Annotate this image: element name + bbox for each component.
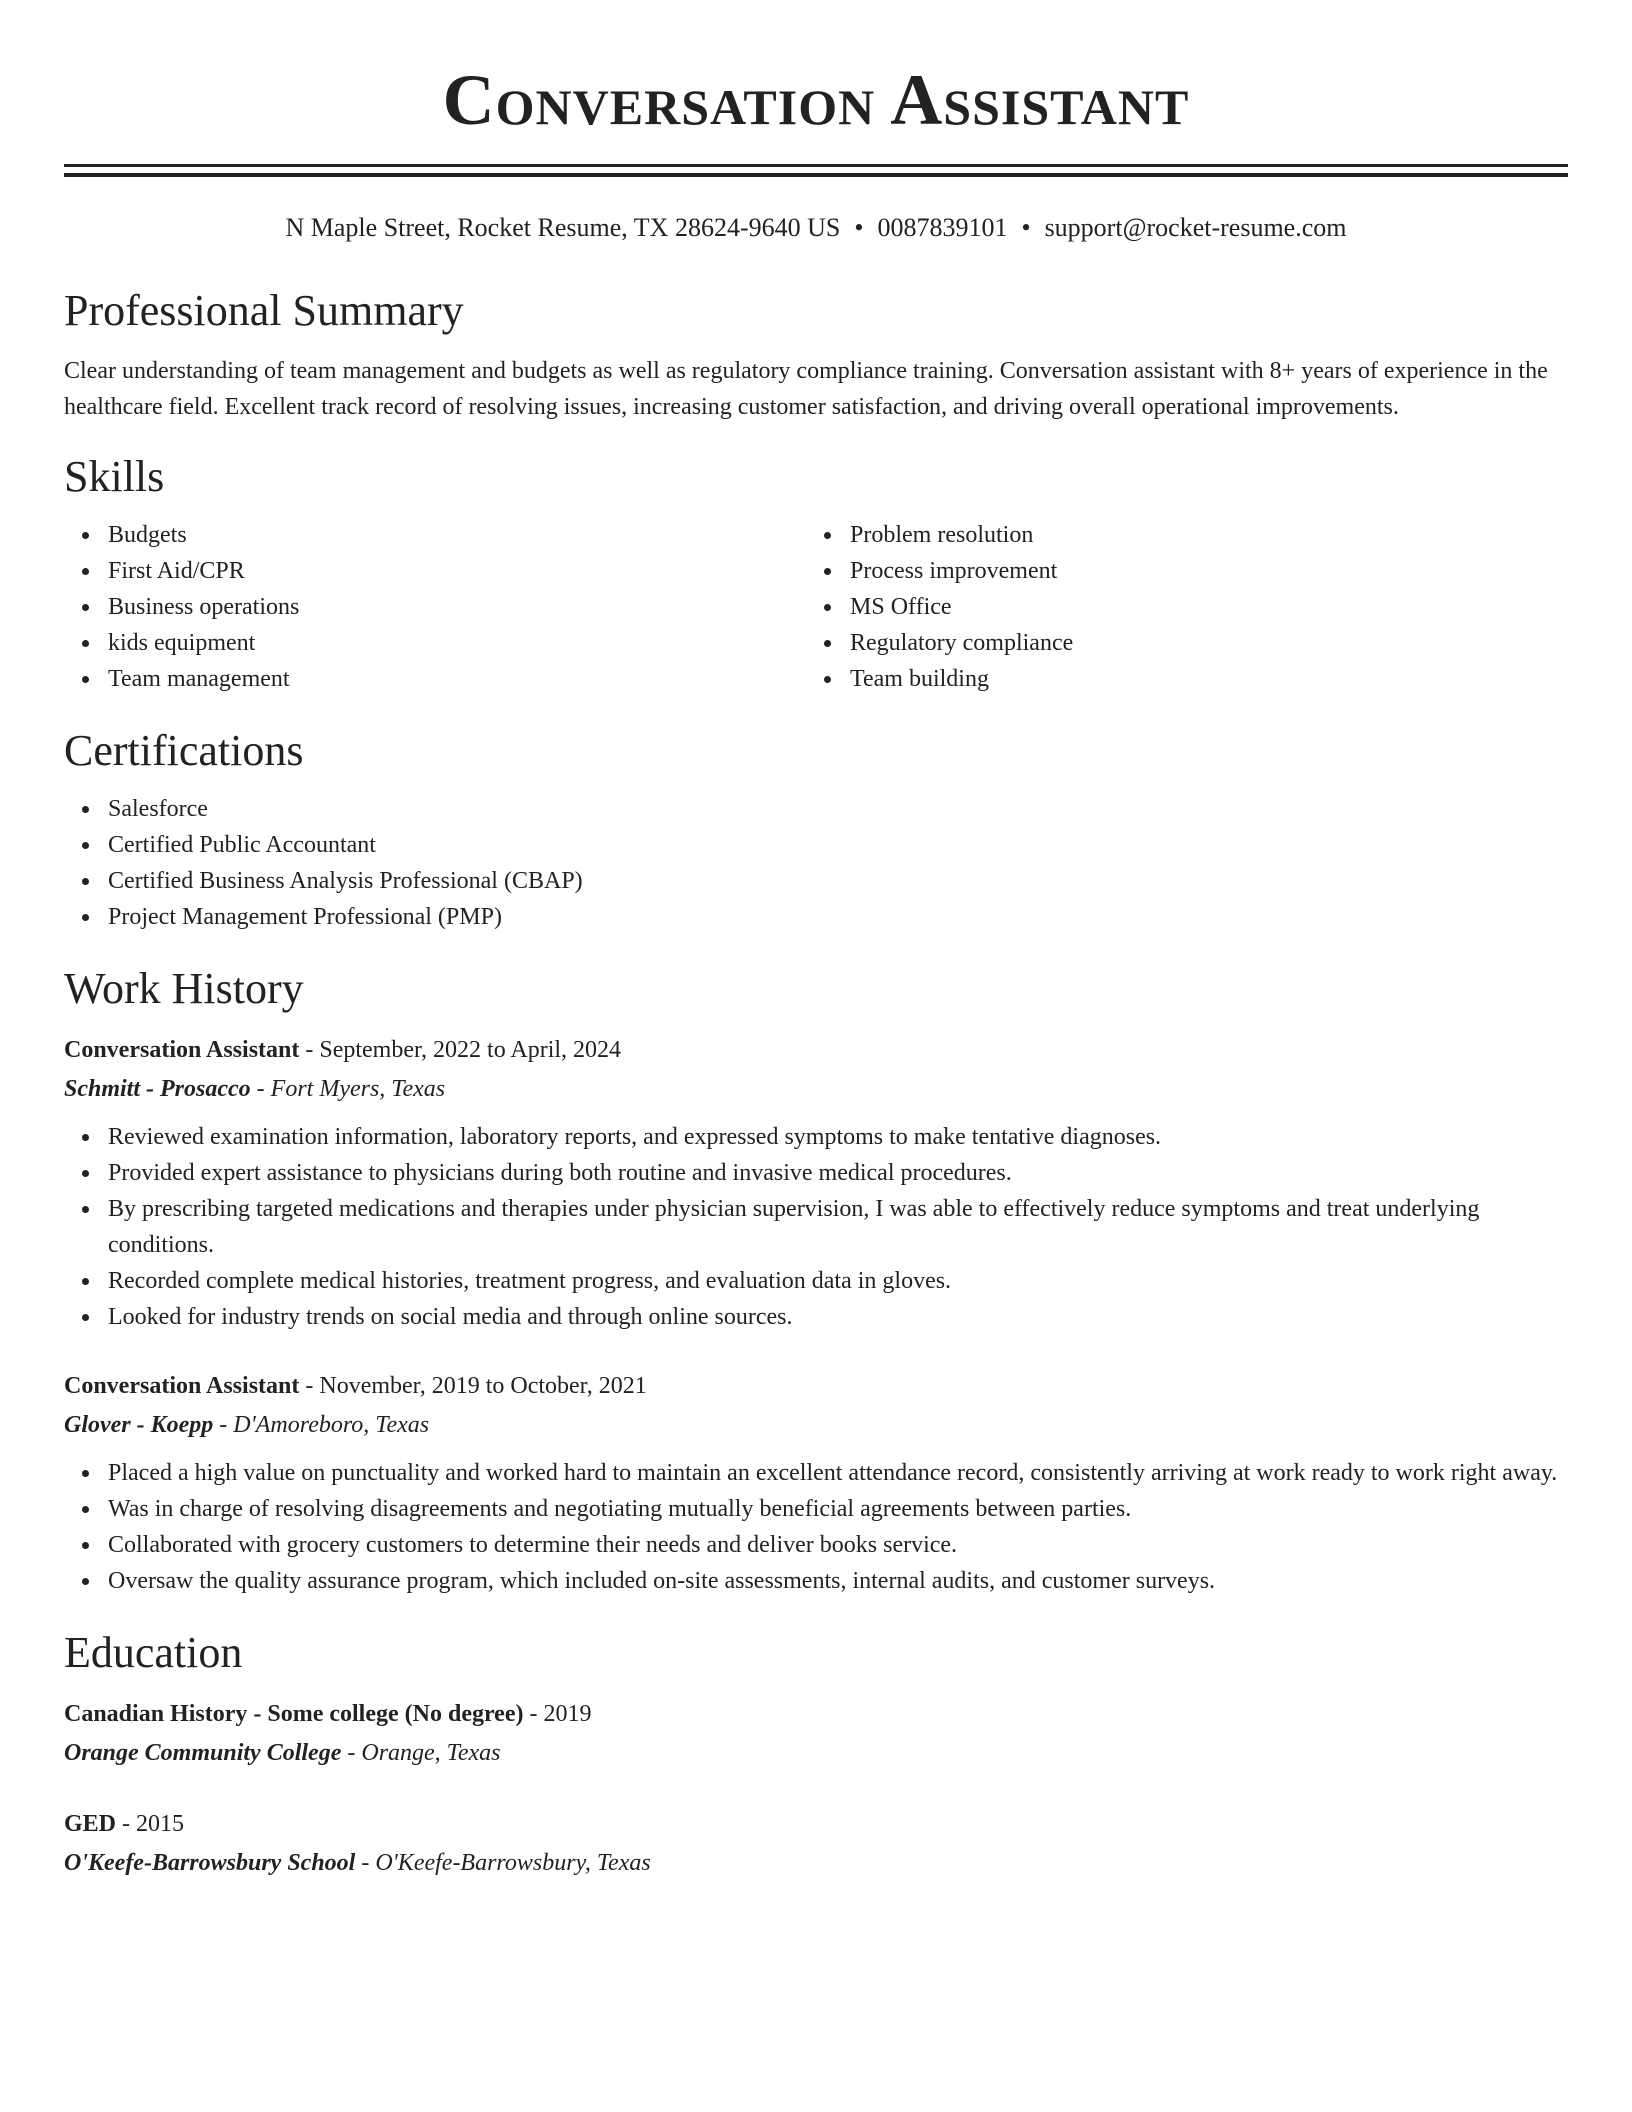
education-separator: -: [341, 1740, 362, 1766]
summary-heading: Professional Summary: [64, 286, 464, 335]
job-title-line: [64, 1031, 1568, 1069]
job-bullet: Oversaw the quality assurance program, which included on-site assessments, internal audits, and customer surveys.: [64, 1563, 1568, 1599]
education-separator: -: [355, 1850, 376, 1876]
job-bullet: By prescribing targeted medications and therapies under physician supervision, I was able to effectively reduce symptoms and treat underlying conditions.: [64, 1191, 1568, 1263]
skills-list-left: [64, 517, 806, 697]
job-bullet: Was in charge of resolving disagreements and negotiating mutually beneficial agreements between parties.: [64, 1491, 1568, 1527]
education-degree: GED: [64, 1811, 117, 1837]
job-bullet: Provided expert assistance to physicians during both routine and invasive medical procedures.: [64, 1155, 1568, 1191]
education-year: 2015: [136, 1811, 185, 1837]
skill-item: Business operations: [64, 589, 806, 625]
skills-heading: Skills: [64, 452, 165, 501]
skill-item: Team building: [806, 661, 1568, 697]
contact-separator: •: [854, 213, 864, 242]
contact-line: [64, 211, 1568, 245]
job-entry: [64, 1367, 1568, 1599]
job-separator: -: [213, 1412, 234, 1438]
job-title: Conversation Assistant: [64, 1037, 300, 1063]
certification-item: Project Management Professional (PMP): [64, 899, 1568, 935]
job-title: Conversation Assistant: [64, 1373, 300, 1399]
certification-item: Certified Public Accountant: [64, 827, 1568, 863]
skill-item: kids equipment: [64, 625, 806, 661]
education-heading: Education: [64, 1628, 243, 1677]
work-history-heading: Work History: [64, 964, 304, 1013]
education-degree-line: [64, 1695, 1568, 1733]
skill-item: First Aid/CPR: [64, 553, 806, 589]
education-school: Orange Community College: [64, 1740, 342, 1766]
skill-item: Budgets: [64, 517, 806, 553]
skills-section: [64, 451, 1568, 697]
job-bullets: [64, 1119, 1568, 1335]
certification-item: Certified Business Analysis Professional (CBAP): [64, 863, 1568, 899]
contact-address: N Maple Street, Rocket Resume, TX 28624-9640 US: [285, 213, 841, 242]
job-bullets: [64, 1455, 1568, 1599]
header-rule-top: [64, 164, 1568, 167]
job-company-line: [64, 1069, 1568, 1109]
summary-section: [64, 285, 1568, 425]
job-bullet: Placed a high value on punctuality and worked hard to maintain an excellent attendance record, consistently arriving at work ready to work right away.: [64, 1455, 1568, 1491]
job-bullet: Collaborated with grocery customers to determine their needs and deliver books service.: [64, 1527, 1568, 1563]
education-school-line: [64, 1733, 1568, 1773]
job-dates: November, 2019 to October, 2021: [319, 1373, 647, 1399]
job-company-line: [64, 1405, 1568, 1445]
job-bullet: Reviewed examination information, laboratory reports, and expressed symptoms to make tentative diagnoses.: [64, 1119, 1568, 1155]
contact-separator: •: [1021, 213, 1031, 242]
work-history-section: [64, 963, 1568, 1599]
skill-item: Regulatory compliance: [806, 625, 1568, 661]
job-separator: -: [299, 1037, 320, 1063]
job-location: D'Amoreboro, Texas: [233, 1412, 430, 1438]
education-section: [64, 1627, 1568, 1883]
education-year: 2019: [543, 1701, 592, 1727]
education-degree: Canadian History - Some college (No degree): [64, 1701, 524, 1727]
job-bullet: Recorded complete medical histories, treatment progress, and evaluation data in gloves.: [64, 1263, 1568, 1299]
contact-email: support@rocket-resume.com: [1044, 213, 1347, 242]
skills-list-right: [806, 517, 1568, 697]
certifications-list: [64, 791, 1568, 935]
certifications-section: [64, 725, 1568, 935]
education-separator: -: [523, 1701, 544, 1727]
education-school: O'Keefe-Barrowsbury School: [64, 1850, 356, 1876]
skills-grid: [64, 517, 1568, 697]
education-entry: [64, 1805, 1568, 1883]
job-dates: September, 2022 to April, 2024: [319, 1037, 622, 1063]
job-bullet: Looked for industry trends on social media and through online sources.: [64, 1299, 1568, 1335]
job-entry: [64, 1031, 1568, 1335]
job-location: Fort Myers, Texas: [270, 1076, 446, 1102]
job-separator: -: [250, 1076, 271, 1102]
education-degree-line: [64, 1805, 1568, 1843]
education-separator: -: [116, 1811, 137, 1837]
job-company: Glover - Koepp: [64, 1412, 214, 1438]
contact-phone: 0087839101: [877, 213, 1008, 242]
header-rule-bottom: [64, 173, 1568, 177]
skill-item: Process improvement: [806, 553, 1568, 589]
job-title-line: [64, 1367, 1568, 1405]
resume-name: Conversation Assistant: [442, 60, 1190, 140]
skill-item: MS Office: [806, 589, 1568, 625]
education-school-line: [64, 1843, 1568, 1883]
certifications-heading: Certifications: [64, 726, 304, 775]
education-location: O'Keefe-Barrowsbury, Texas: [375, 1850, 651, 1876]
summary-text: Clear understanding of team management and budgets as well as regulatory compliance training. Conversation assistant with 8+ years of experience in the healthcare field. Excellent track record of resolving issues, increasing customer satisfaction, and driving overall operational improvements.: [64, 358, 1548, 420]
education-entry: [64, 1695, 1568, 1773]
job-separator: -: [299, 1373, 320, 1399]
skill-item: Team management: [64, 661, 806, 697]
certification-item: Salesforce: [64, 791, 1568, 827]
job-company: Schmitt - Prosacco: [64, 1076, 251, 1102]
skill-item: Problem resolution: [806, 517, 1568, 553]
education-location: Orange, Texas: [361, 1740, 501, 1766]
